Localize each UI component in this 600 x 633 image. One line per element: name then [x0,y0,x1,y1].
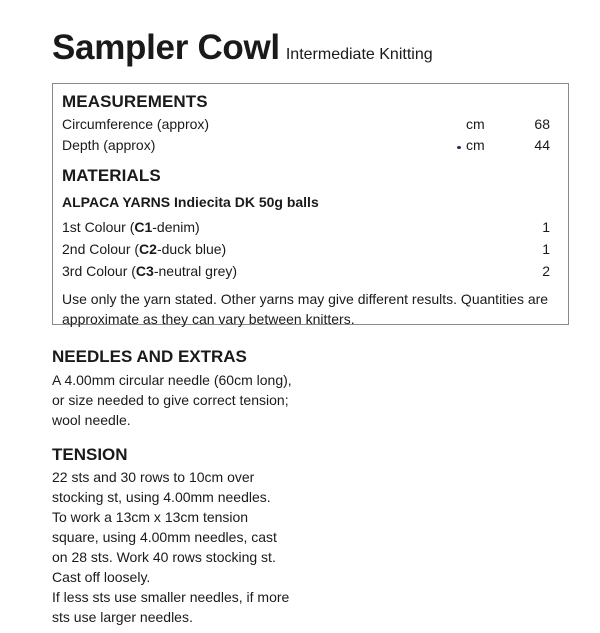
circumference-label: Circumference (approx) [62,116,210,132]
needles-heading: NEEDLES AND EXTRAS [52,347,247,366]
tension-text: 22 sts and 30 rows to 10cm over stocking st, using 4.00mm needles. To work a 13cm x 13cm tension square, using 4.00mm needles, cast on 28 sts. Work 40 rows stocking st. Cast off loosely. If less sts use smaller needles, if more sts use larger needles. [52,469,290,625]
depth-value: 44 [534,137,550,153]
materials-heading: MATERIALS [62,166,161,185]
yarn-name: ALPACA YARNS Indiecita DK 50g balls [62,194,319,210]
page-title: Sampler Cowl [52,28,280,67]
colour-3-value: 2 [542,263,550,279]
measurements-materials-box [52,83,569,325]
depth-unit: cm [466,137,485,153]
page-header [52,28,433,68]
colour-1-label: 1st Colour (C1-denim) [62,219,200,235]
tension-heading: TENSION [52,445,128,464]
measurements-heading: MEASUREMENTS [62,92,208,111]
colour-1-value: 1 [542,219,550,235]
depth-label: Depth (approx) [62,137,156,153]
colour-2-label: 2nd Colour (C2-duck blue) [62,241,227,257]
page-subtitle: Intermediate Knitting [285,46,433,63]
ink-dot [457,146,461,149]
circumference-value: 68 [534,116,550,132]
yarn-note: Use only the yarn stated. Other yarns may give different results. Quantities are approximate as they can vary between knitters. [62,291,549,327]
colour-3-label: 3rd Colour (C3-neutral grey) [62,263,238,279]
colour-2-value: 1 [542,241,550,257]
circumference-unit: cm [466,116,485,132]
needles-text: A 4.00mm circular needle (60cm long), or size needed to give correct tension; wool needle. [52,372,292,428]
